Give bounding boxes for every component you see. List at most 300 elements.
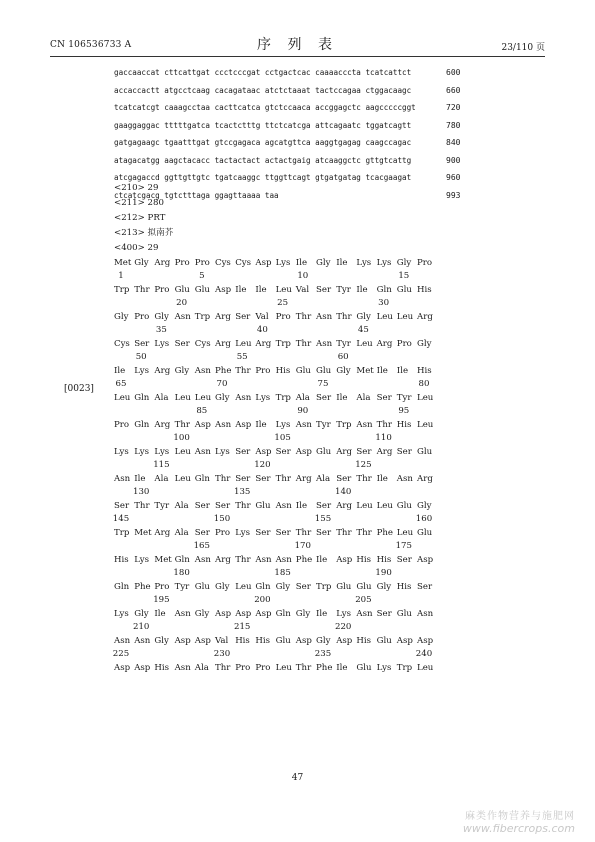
residue-row [114, 310, 434, 324]
residue-number: 115 [153, 460, 170, 470]
residue-number: 160 [415, 514, 433, 524]
residue-number-row [114, 675, 434, 688]
residue: Asp [174, 636, 191, 646]
residue: Lys [134, 555, 150, 565]
residue: Thr [295, 312, 312, 322]
residue-row [114, 472, 434, 486]
residue: Arg [215, 555, 231, 565]
residue-number-row [114, 540, 434, 553]
residue: Trp [275, 393, 291, 403]
residue: Val [215, 636, 229, 646]
residue: Ser [316, 393, 332, 403]
residue: Arg [154, 366, 171, 376]
residue-row [114, 553, 434, 567]
residue: Glu [396, 609, 412, 619]
residue: Glu [295, 366, 311, 376]
residue-number-row [114, 513, 434, 526]
residue: Gly [174, 366, 190, 376]
residue: Gly [396, 258, 412, 268]
residue: Leu [275, 285, 292, 295]
residue-number: 110 [375, 433, 392, 443]
residue: His [255, 636, 271, 646]
residue: Thr [295, 528, 312, 538]
residue: Asn [396, 474, 413, 484]
residue: Arg [154, 528, 171, 538]
header-divider [50, 56, 545, 57]
residue: Asp [235, 609, 252, 619]
residue: Asn [356, 609, 373, 619]
residue: Pro [417, 258, 433, 268]
residue: Gly [154, 636, 169, 646]
residue: Arg [154, 258, 171, 268]
residue: Ser [376, 609, 392, 619]
residue: Leu [376, 312, 393, 322]
residue: Ile [336, 663, 348, 673]
residue: Lys [134, 366, 150, 376]
residue: Leu [194, 393, 212, 403]
residue: Glu [316, 447, 332, 457]
residue: Asn [255, 555, 272, 565]
residue: Tyr [396, 393, 412, 403]
dna-line-position: 960 [446, 173, 461, 182]
residue: Pro [194, 258, 210, 268]
residue-number: 50 [135, 352, 147, 362]
residue: Asp [215, 609, 232, 619]
residue: Asp [235, 420, 252, 430]
residue: Ile [316, 555, 328, 565]
residue: Val [255, 312, 269, 322]
residue-number: 230 [213, 649, 231, 659]
residue-number: 135 [233, 487, 251, 497]
residue: Tyr [336, 285, 351, 295]
residue: Asn [295, 420, 312, 430]
residue-row [114, 418, 434, 432]
residue: Thr [295, 339, 312, 349]
residue: Thr [235, 366, 251, 376]
dna-line-sequence: ctcatcgacg tgtctttaga ggagttaaaa taa [114, 190, 279, 200]
residue-number: 70 [216, 379, 228, 389]
residue: Met [114, 258, 132, 268]
residue-number-row [114, 567, 434, 580]
residue: Phe [215, 366, 232, 376]
residue-number-row [114, 324, 434, 337]
residue: Asp [417, 636, 434, 646]
residue: Ser [194, 501, 210, 511]
residue: Gly [417, 339, 432, 349]
residue: Trp [114, 285, 130, 295]
residue: His [235, 636, 250, 646]
sequence-meta-line: <212> PRT [114, 213, 166, 223]
residue: Ser [194, 528, 210, 538]
residue-row [114, 391, 434, 405]
residue: Ala [174, 501, 189, 511]
residue: Arg [215, 312, 231, 322]
residue: His [376, 555, 392, 565]
residue: Lys [154, 447, 170, 457]
residue: Leu [235, 582, 252, 592]
residue: Asp [396, 636, 413, 646]
residue: Ala [316, 474, 331, 484]
residue-number: 170 [294, 541, 311, 551]
residue: Lys [114, 609, 129, 619]
residue-number: 200 [254, 595, 271, 605]
residue: Val [295, 285, 310, 295]
residue: Asp [194, 636, 211, 646]
residue: Glu [396, 501, 412, 511]
residue: Ile [376, 474, 388, 484]
residue-number-row [114, 351, 434, 364]
residue: Leu [174, 447, 191, 457]
residue: Lys [336, 609, 352, 619]
residue: Ser [255, 474, 271, 484]
dna-line-position: 600 [446, 68, 461, 77]
residue: Ala [154, 474, 169, 484]
residue: Asp [295, 636, 312, 646]
residue-number: 25 [277, 298, 289, 308]
sequence-meta-line: <210> 29 [114, 183, 159, 193]
residue: Leu [275, 663, 292, 673]
residue: Asp [417, 555, 434, 565]
residue: Ser [215, 501, 231, 511]
residue: Ser [114, 501, 130, 511]
residue: Asn [134, 636, 151, 646]
residue: Glu [174, 285, 190, 295]
residue: Leu [417, 420, 434, 430]
residue-number: 30 [378, 298, 390, 308]
residue: Arg [255, 339, 272, 349]
dna-line-position: 720 [446, 103, 461, 112]
sequence-meta-line: <400> 29 [114, 243, 159, 253]
residue-number: 180 [173, 568, 190, 578]
residue: Ser [396, 555, 412, 565]
residue: Ala [356, 393, 371, 403]
dna-line [114, 82, 466, 100]
residue: Pro [255, 663, 271, 673]
dna-line [114, 134, 466, 152]
sequence-metadata [114, 181, 173, 256]
residue: Gly [295, 609, 311, 619]
residue-row [114, 499, 434, 513]
residue: Asp [114, 663, 131, 673]
residue-number: 195 [153, 595, 170, 605]
residue-number: 80 [418, 379, 430, 389]
residue: Glu [255, 501, 271, 511]
residue-number: 90 [297, 406, 309, 416]
dna-line-sequence: atagacatgg aagctacacc tactactact actactgaig atcaaggctc gttgtcattg [114, 155, 412, 165]
residue: Gly [215, 393, 230, 403]
residue: His [275, 366, 291, 376]
residue: Ile [316, 609, 328, 619]
residue-number: 150 [213, 514, 231, 524]
residue: Lys [215, 447, 230, 457]
residue-number: 185 [274, 568, 291, 578]
dna-line-position: 993 [446, 190, 461, 200]
residue: Pro [134, 312, 150, 322]
residue-number: 75 [317, 379, 329, 389]
residue-number-row [114, 270, 434, 283]
residue: Thr [235, 501, 251, 511]
residue: Asn [417, 609, 434, 619]
residue-number: 145 [112, 514, 130, 524]
residue: Glu [194, 285, 210, 295]
residue: Gly [134, 609, 149, 619]
residue: Asn [194, 447, 211, 457]
residue: Asn [275, 501, 292, 511]
residue: Leu [376, 501, 393, 511]
residue: Glu [417, 447, 433, 457]
residue: Ser [255, 528, 271, 538]
residue: Ile [134, 474, 146, 484]
residue: Thr [134, 501, 150, 511]
residue-row [114, 445, 434, 459]
residue: Pro [255, 366, 271, 376]
sequence-meta-line: <213> 拟南芥 [114, 228, 174, 238]
residue: Asp [215, 285, 232, 295]
residue: Gly [376, 582, 392, 592]
residue: Ala [154, 393, 169, 403]
residue: Pro [114, 420, 130, 430]
residue: Leu [114, 393, 131, 403]
residue: Ile [336, 393, 348, 403]
residue: Arg [295, 474, 312, 484]
residue: Lys [154, 339, 170, 349]
residue: Leu [396, 528, 414, 538]
residue: Ser [235, 447, 251, 457]
residue: Gln [376, 285, 392, 295]
residue: Gln [114, 582, 130, 592]
residue-number: 15 [398, 271, 410, 281]
residue: Ala [295, 393, 310, 403]
residue: Trp [114, 528, 130, 538]
dna-line-sequence: accaccactt atgcctcaag cacagataac atctctaaat tactccagaa ctggacaagc [114, 85, 412, 95]
residue: Glu [316, 366, 332, 376]
residue: Ile [255, 420, 267, 430]
residue: Arg [336, 501, 353, 511]
residue: Thr [275, 474, 291, 484]
residue: Trp [396, 663, 413, 673]
residue: Asn [174, 663, 191, 673]
residue-number: 190 [375, 568, 392, 578]
residue: Cys [194, 339, 211, 349]
page-counter: 23/110 页 [501, 43, 545, 53]
residue-number: 235 [314, 649, 332, 659]
residue: Ser [376, 393, 392, 403]
residue-number: 125 [355, 460, 372, 470]
residue: His [154, 663, 170, 673]
residue: His [396, 420, 412, 430]
residue: Pro [215, 528, 231, 538]
residue: Pro [154, 285, 170, 295]
residue: Asn [194, 555, 211, 565]
residue: Phe [134, 582, 151, 592]
residue-number-row [114, 621, 434, 634]
residue: Gln [134, 420, 150, 430]
residue: Trp [194, 312, 211, 322]
residue: Thr [356, 528, 372, 538]
residue: Asp [336, 636, 353, 646]
residue: Tyr [154, 501, 170, 511]
residue: Glu [336, 582, 352, 592]
residue: Thr [174, 420, 190, 430]
residue-number: 175 [395, 541, 412, 551]
residue: His [417, 285, 432, 295]
residue-number: 10 [297, 271, 309, 281]
residue: Pro [235, 663, 251, 673]
residue-number-row [114, 432, 434, 445]
residue: Thr [295, 663, 312, 673]
residue: Pro [154, 582, 170, 592]
residue-number: 220 [334, 622, 352, 632]
residue: Gly [134, 258, 149, 268]
residue: Asp [336, 555, 353, 565]
residue-number-row [114, 459, 434, 472]
residue-number: 120 [254, 460, 271, 470]
residue: Met [356, 366, 374, 376]
residue: Ser [316, 285, 332, 295]
dna-line-position: 840 [446, 138, 461, 147]
residue-number: 45 [357, 325, 369, 335]
residue: Cys [114, 339, 130, 349]
residue: Ile [295, 501, 308, 511]
residue-number-row [114, 594, 434, 607]
residue: Ser [295, 582, 311, 592]
dna-line-position: 900 [446, 155, 461, 165]
residue: Leu [174, 393, 191, 403]
residue: Ser [336, 474, 352, 484]
residue: Phe [316, 663, 333, 673]
residue: Gly [275, 582, 291, 592]
residue: Thr [215, 474, 231, 484]
residue: Gln [255, 582, 271, 592]
residue-number: 100 [173, 433, 190, 443]
residue: Asn [356, 420, 373, 430]
residue: Asn [316, 339, 333, 349]
residue-row [114, 337, 434, 351]
residue: Trp [316, 582, 332, 592]
dna-line-sequence: tcatcatcgt caaagcctaa cacttcatca gtctccaaca accggagctc aagcccccggt [114, 103, 416, 112]
residue: Lys [356, 258, 372, 268]
residue: Asn [215, 420, 232, 430]
residue-number: 155 [314, 514, 332, 524]
residue: Ser [235, 312, 251, 322]
residue: Asn [174, 312, 191, 322]
residue-number: 95 [398, 406, 410, 416]
residue: Thr [134, 285, 150, 295]
residue: Ile [255, 285, 267, 295]
residue: Ser [235, 474, 251, 484]
residue-number-row [114, 378, 434, 391]
residue-number: 205 [355, 595, 372, 605]
residue: Asn [275, 555, 292, 565]
dna-line-sequence: gaaggaggac tttttgatca tcactctttg ttctcatcga attcagaatc tggatcagtt [114, 120, 412, 130]
residue-row [114, 607, 434, 621]
residue: Ile [235, 285, 247, 295]
residue: Asn [114, 474, 131, 484]
residue: Gln [275, 609, 291, 619]
residue: Met [154, 555, 172, 565]
residue: Thr [376, 420, 392, 430]
residue: Ile [396, 366, 409, 376]
residue: His [417, 366, 432, 376]
residue: Ser [316, 528, 332, 538]
residue: Arg [154, 420, 171, 430]
residue-number: 20 [176, 298, 188, 308]
residue: Tyr [316, 420, 331, 430]
residue-number: 1 [118, 271, 124, 281]
residue-number: 65 [115, 379, 127, 389]
residue: Glu [194, 582, 210, 592]
dna-line-position: 780 [446, 120, 461, 130]
residue-row [114, 256, 434, 270]
residue: Leu [356, 339, 373, 349]
residue: His [396, 582, 412, 592]
residue-number: 105 [274, 433, 291, 443]
residue: Lys [376, 663, 392, 673]
residue: Ser [174, 339, 190, 349]
dna-line-sequence: atcgagaccd ggttgttgtc tgatcaaggc ttggttcagt gtgatgatag tcacgaagat [114, 173, 412, 182]
residue: Thr [336, 312, 352, 322]
residue-number: 35 [155, 325, 167, 335]
residue: Leu [396, 312, 414, 322]
residue: Ala [194, 663, 209, 673]
residue: Ile [295, 258, 308, 268]
residue: Ser [417, 582, 433, 592]
residue: Gly [114, 312, 129, 322]
residue: Glu [376, 636, 392, 646]
residue-number-row [114, 405, 434, 418]
residue-row [114, 364, 434, 378]
watermark-url: www.fibercrops.com [462, 822, 575, 835]
residue-number: 85 [196, 406, 208, 416]
residue: Gln [174, 555, 190, 565]
residue: Ser [396, 447, 412, 457]
residue: Asp [295, 447, 312, 457]
watermark-site-name: 麻类作物营养与施肥网 [465, 811, 575, 822]
residue-number: 140 [334, 487, 352, 497]
sequence-meta-line: <211> 280 [114, 198, 164, 208]
residue: Asp [194, 420, 211, 430]
residue: Gln [194, 474, 210, 484]
residue-number: 130 [132, 487, 150, 497]
residue-row [114, 661, 434, 675]
residue: Asp [255, 258, 272, 268]
residue: Thr [356, 474, 372, 484]
dna-line [114, 117, 466, 135]
residue: Gly [215, 582, 230, 592]
residue-number: 40 [256, 325, 268, 335]
residue: Tyr [336, 339, 351, 349]
residue: Asn [194, 366, 211, 376]
residue: His [356, 636, 372, 646]
residue: Ile [356, 285, 368, 295]
residue: Pro [275, 312, 291, 322]
residue: Cys [235, 258, 252, 268]
residue: Ser [316, 501, 332, 511]
residue: Lys [275, 420, 291, 430]
residue: Ile [336, 258, 348, 268]
page-title: 序 列 表 [257, 37, 338, 53]
dna-line-position: 660 [446, 85, 461, 95]
residue: Arg [376, 339, 393, 349]
residue: Arg [417, 474, 433, 484]
residue: Phe [376, 528, 393, 538]
residue: Ser [134, 339, 150, 349]
residue: Lys [235, 528, 251, 538]
residue-row [114, 580, 434, 594]
residue: Thr [336, 528, 352, 538]
dna-line-sequence: gatgagaagc tgaatttgat gtccgagaca agcatgttca aaggtgagag caagccagac [114, 138, 412, 147]
residue: Ile [154, 609, 166, 619]
